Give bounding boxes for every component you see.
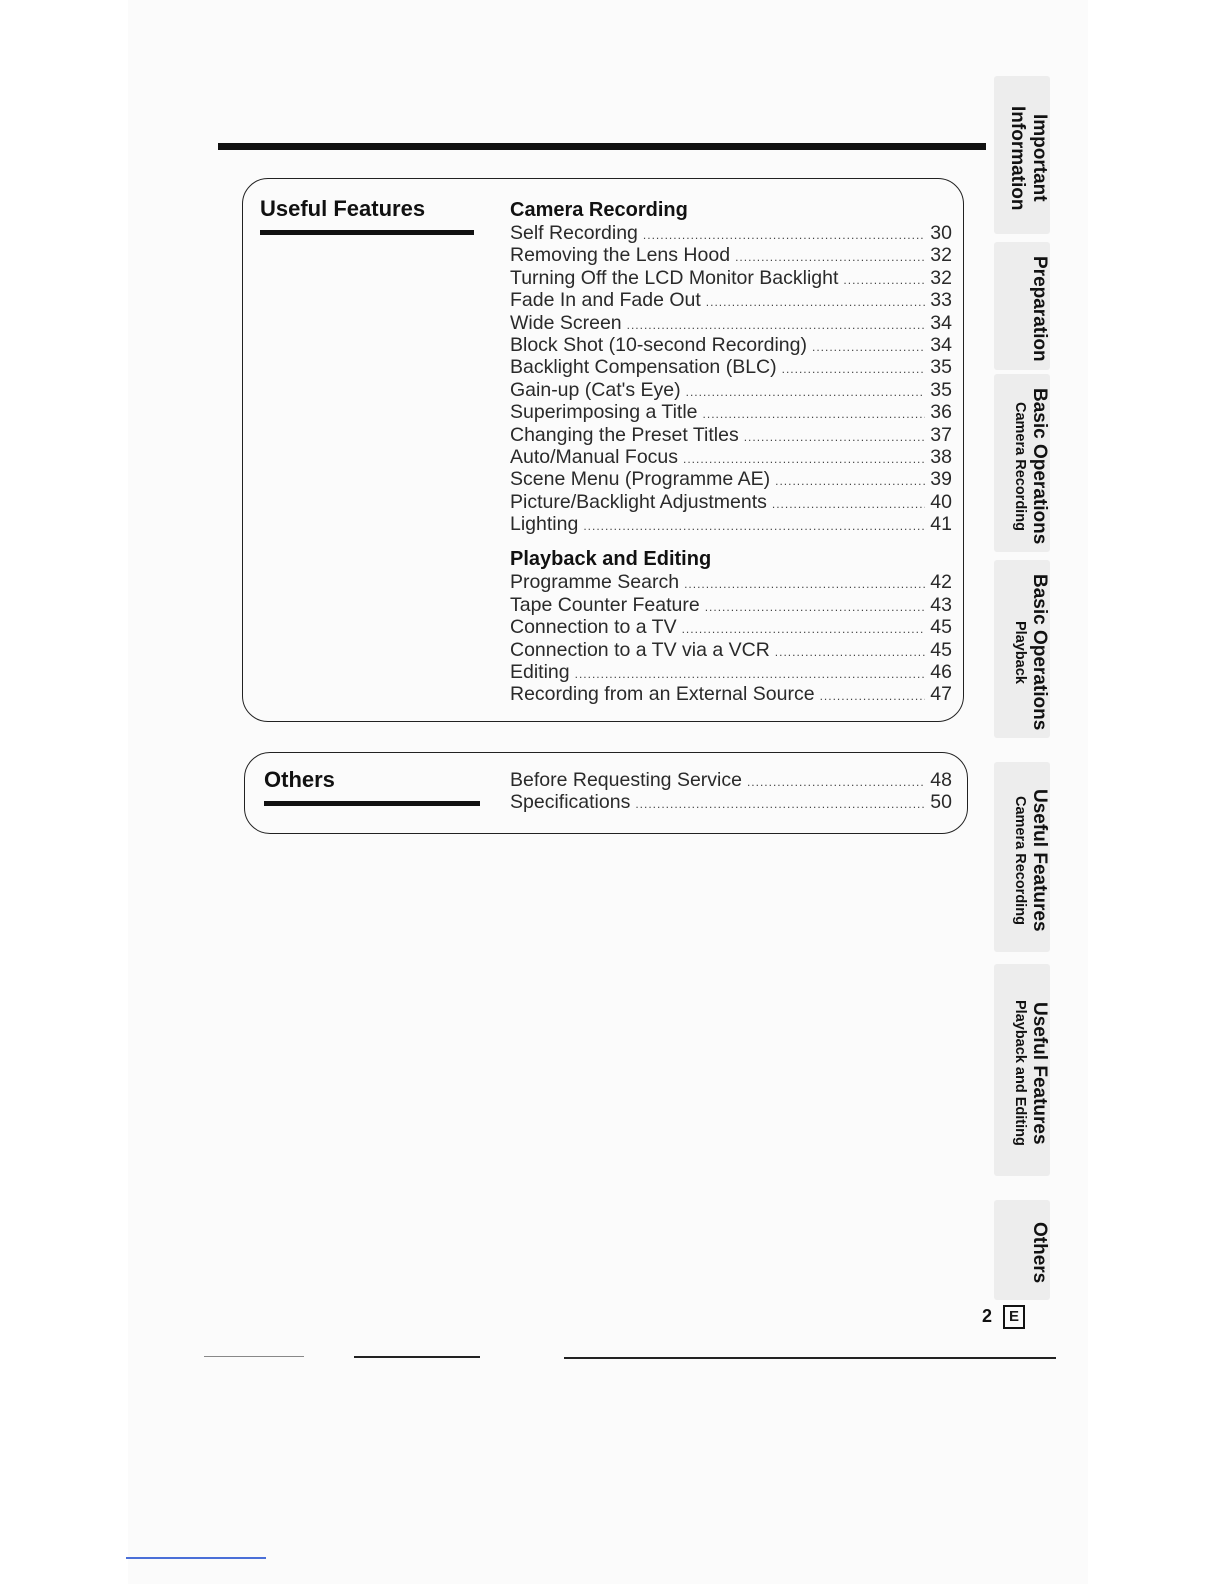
side-tab-subtitle: Playback xyxy=(1012,620,1028,684)
dot-leader xyxy=(843,269,925,291)
toc-entry-label: Connection to a TV xyxy=(510,616,677,639)
side-tab-title: Useful Features xyxy=(1029,1001,1050,1145)
toc-entry-label: Programme Search xyxy=(510,571,680,594)
side-tab-subtitle: Playback and Editing xyxy=(1012,1000,1028,1146)
toc-entry-page: 48 xyxy=(930,769,952,791)
others-list xyxy=(510,769,952,814)
side-tab[interactable] xyxy=(994,242,1050,370)
toc-entry-label: Removing the Lens Hood xyxy=(510,244,731,267)
toc-entry xyxy=(510,594,952,616)
group-heading-camera-recording: Camera Recording xyxy=(510,199,688,221)
toc-entry-page: 36 xyxy=(930,401,952,424)
toc-entry xyxy=(510,446,952,468)
toc-entry-label: Turning Off the LCD Monitor Backlight xyxy=(510,266,839,289)
side-tab-subtitle: Camera Recording xyxy=(1012,795,1028,925)
side-tab-title: Others xyxy=(1029,1222,1050,1284)
toc-entry-label: Before Requesting Service xyxy=(510,769,742,791)
toc-entry xyxy=(510,468,952,490)
dot-leader xyxy=(686,381,925,403)
dot-leader xyxy=(703,403,925,425)
toc-entry-page: 41 xyxy=(930,513,952,536)
side-tab-title: Important xyxy=(1029,114,1050,202)
toc-entry-page: 34 xyxy=(930,311,952,334)
playback-editing-list xyxy=(510,571,952,705)
dot-leader xyxy=(583,515,925,537)
toc-entry-label: Editing xyxy=(510,661,570,684)
toc-entry-label: Recording from an External Source xyxy=(510,683,815,706)
toc-entry-page: 45 xyxy=(930,616,952,639)
toc-entry-page: 46 xyxy=(930,661,952,684)
group-heading-playback-editing: Playback and Editing xyxy=(510,548,712,571)
toc-entry xyxy=(510,683,952,705)
top-rule xyxy=(218,143,986,150)
toc-entry-label: Scene Menu (Programme AE) xyxy=(510,468,771,491)
toc-entry-label: Self Recording xyxy=(510,222,638,244)
dot-leader xyxy=(627,314,925,336)
toc-entry-label: Specifications xyxy=(510,791,631,814)
dot-leader xyxy=(635,793,925,815)
side-tab[interactable] xyxy=(994,964,1050,1176)
useful-features-contents xyxy=(510,198,952,706)
toc-entry xyxy=(510,334,952,356)
toc-entry xyxy=(510,661,952,683)
toc-entry-label: Wide Screen xyxy=(510,311,622,334)
dot-leader xyxy=(684,573,925,595)
toc-entry-label: Block Shot (10-second Recording) xyxy=(510,333,807,356)
toc-entry xyxy=(510,289,952,311)
dot-leader xyxy=(706,291,925,313)
side-tab[interactable] xyxy=(994,762,1050,952)
toc-entry-page: 38 xyxy=(930,445,952,468)
toc-entry-page: 45 xyxy=(930,638,952,661)
side-tab-title: Basic Operations xyxy=(1029,573,1050,731)
toc-entry-page: 40 xyxy=(930,490,952,513)
toc-entry-page: 35 xyxy=(930,356,952,379)
dot-leader xyxy=(643,224,925,246)
toc-entry-label: Lighting xyxy=(510,513,579,536)
camera-recording-list xyxy=(510,222,952,535)
toc-entry-label: Superimposing a Title xyxy=(510,401,698,424)
side-tab-subtitle: Information xyxy=(1007,105,1028,211)
dot-leader xyxy=(575,663,925,685)
side-tab-title: Useful Features xyxy=(1029,788,1050,932)
dot-leader xyxy=(744,426,925,448)
blue-rule xyxy=(126,1557,266,1559)
toc-entry-page: 47 xyxy=(930,683,952,706)
bottom-rule xyxy=(354,1356,480,1358)
toc-entry-label: Backlight Compensation (BLC) xyxy=(510,356,777,379)
toc-entry-page: 32 xyxy=(930,266,952,289)
others-title: Others xyxy=(264,767,480,806)
toc-entry-page: 33 xyxy=(930,289,952,312)
bottom-rule xyxy=(204,1356,304,1357)
side-tab[interactable] xyxy=(994,1200,1050,1300)
others-contents xyxy=(510,769,952,814)
dot-leader xyxy=(735,246,925,268)
toc-entry xyxy=(510,222,952,244)
useful-features-title: Useful Features xyxy=(260,196,474,235)
toc-entry-label: Picture/Backlight Adjustments xyxy=(510,490,767,513)
toc-entry xyxy=(510,769,952,791)
toc-entry-label: Auto/Manual Focus xyxy=(510,445,679,468)
toc-entry-page: 43 xyxy=(930,593,952,616)
toc-entry xyxy=(510,244,952,266)
dot-leader xyxy=(683,448,925,470)
side-tab[interactable] xyxy=(994,374,1050,552)
toc-entry xyxy=(510,513,952,535)
toc-entry xyxy=(510,571,952,593)
dot-leader xyxy=(772,493,925,515)
dot-leader xyxy=(775,470,925,492)
dot-leader xyxy=(775,641,925,663)
toc-entry-label: Changing the Preset Titles xyxy=(510,423,739,446)
dot-leader xyxy=(705,596,925,618)
toc-entry-page: 37 xyxy=(930,423,952,446)
toc-entry-page: 39 xyxy=(930,468,952,491)
toc-entry-label: Connection to a TV via a VCR xyxy=(510,638,770,661)
bottom-rule xyxy=(564,1357,1056,1359)
side-tab[interactable] xyxy=(994,76,1050,234)
toc-entry-page: 34 xyxy=(930,333,952,356)
toc-entry xyxy=(510,424,952,446)
toc-entry xyxy=(510,379,952,401)
side-tab[interactable] xyxy=(994,560,1050,738)
toc-entry xyxy=(510,356,952,378)
toc-entry-page: 50 xyxy=(930,791,952,814)
side-tab-subtitle: Camera Recording xyxy=(1012,401,1028,531)
dot-leader xyxy=(682,618,925,640)
side-tab-title: Preparation xyxy=(1029,256,1050,362)
toc-entry xyxy=(510,401,952,423)
toc-entry xyxy=(510,267,952,289)
toc-entry-page: 42 xyxy=(930,571,952,594)
toc-entry xyxy=(510,312,952,334)
language-badge: E xyxy=(1003,1305,1025,1329)
dot-leader xyxy=(782,358,925,380)
toc-entry-label: Tape Counter Feature xyxy=(510,593,700,616)
dot-leader xyxy=(747,771,925,793)
toc-entry-page: 35 xyxy=(930,378,952,401)
side-tab-title: Basic Operations xyxy=(1029,387,1050,545)
dot-leader xyxy=(812,336,925,358)
toc-entry-label: Fade In and Fade Out xyxy=(510,289,701,312)
dot-leader xyxy=(820,685,925,707)
toc-entry xyxy=(510,791,952,813)
toc-entry-page: 30 xyxy=(930,222,952,244)
toc-entry xyxy=(510,491,952,513)
page-number: 2 xyxy=(982,1306,993,1326)
toc-entry xyxy=(510,639,952,661)
toc-entry xyxy=(510,616,952,638)
toc-entry-label: Gain-up (Cat's Eye) xyxy=(510,378,681,401)
toc-entry-page: 32 xyxy=(930,244,952,267)
